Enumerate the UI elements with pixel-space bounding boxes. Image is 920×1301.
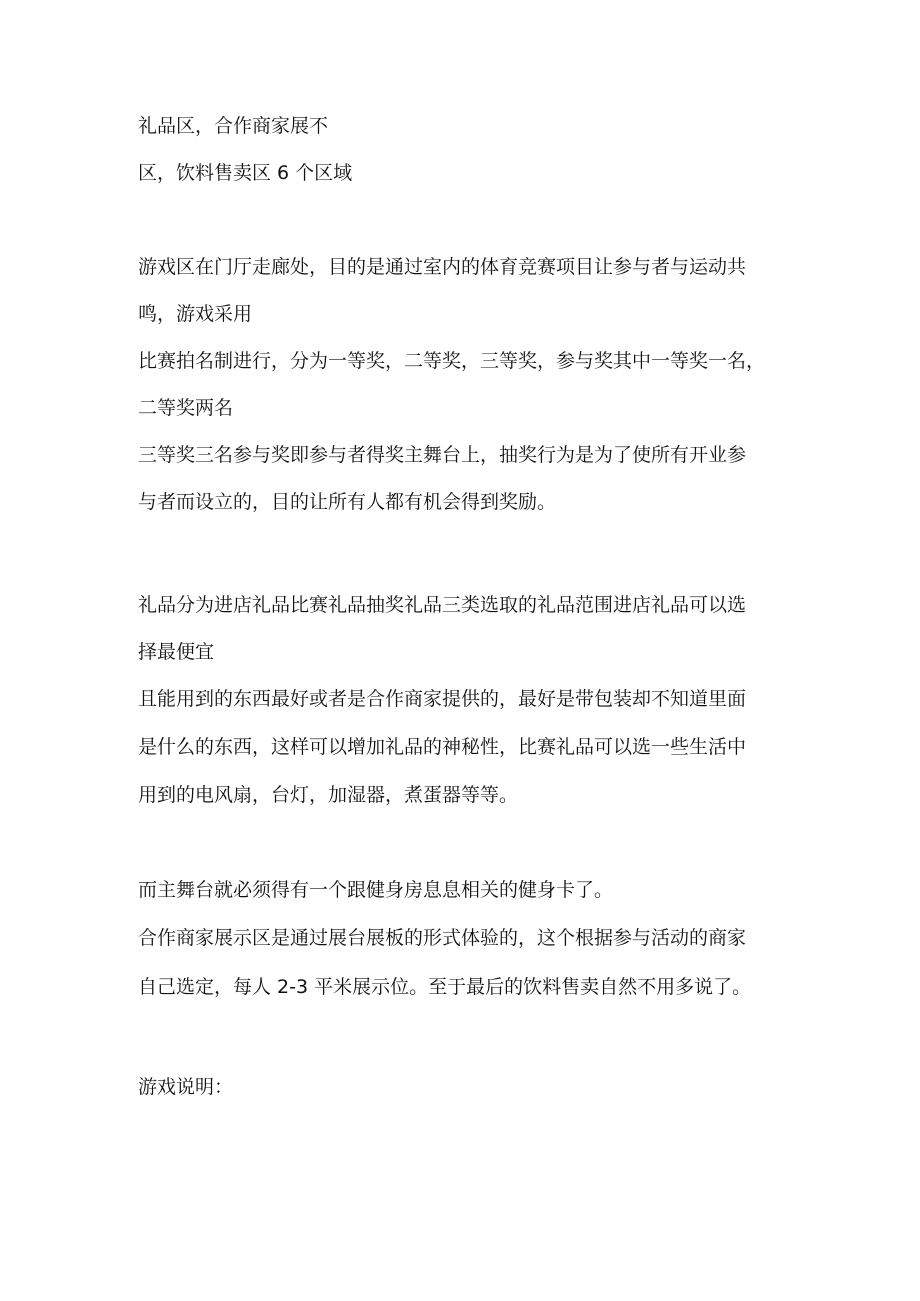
text-line: 鸣，游戏采用 bbox=[138, 303, 253, 325]
text-line: 礼品区，合作商家展不 bbox=[138, 115, 329, 137]
text-line: 二等奖两名 bbox=[138, 397, 234, 419]
text-line: 择最便宜 bbox=[138, 641, 215, 663]
text-line: 而主舞台就必须得有一个跟健身房息息相关的健身卡了。 bbox=[138, 879, 614, 901]
text-line: 与者而设立的，目的让所有人都有机会得到奖励。 bbox=[138, 491, 557, 513]
text-line: 且能用到的东西最好或者是合作商家提供的，最好是带包装却不知道里面 bbox=[138, 688, 747, 710]
text-line: 用到的电风扇，台灯，加湿器，煮蛋器等等。 bbox=[138, 784, 519, 806]
text-line: 比赛拍名制进行，分为一等奖，二等奖，三等奖，参与奖其中一等奖一名， bbox=[138, 350, 766, 372]
text-line: 游戏区在门厅走廊处，目的是通过室内的体育竞赛项目让参与者与运动共 bbox=[138, 256, 747, 278]
text-line: 合作商家展示区是通过展台展板的形式体验的，这个根据参与活动的商家 bbox=[138, 927, 747, 949]
text-line: 自己选定，每人 2-3 平米展示位。至于最后的饮料售卖自然不用多说了。 bbox=[138, 976, 752, 998]
section-heading: 游戏说明： bbox=[138, 1076, 234, 1098]
text-line: 是什么的东西，这样可以增加礼品的神秘性，比赛礼品可以选一些生活中 bbox=[138, 736, 747, 758]
text-line: 三等奖三名参与奖即参与者得奖主舞台上，抽奖行为是为了使所有开业参 bbox=[138, 444, 747, 466]
text-line: 礼品分为进店礼品比赛礼品抽奖礼品三类选取的礼品范围进店礼品可以选 bbox=[138, 594, 747, 616]
text-line: 区，饮料售卖区 6 个区域 bbox=[138, 162, 353, 184]
